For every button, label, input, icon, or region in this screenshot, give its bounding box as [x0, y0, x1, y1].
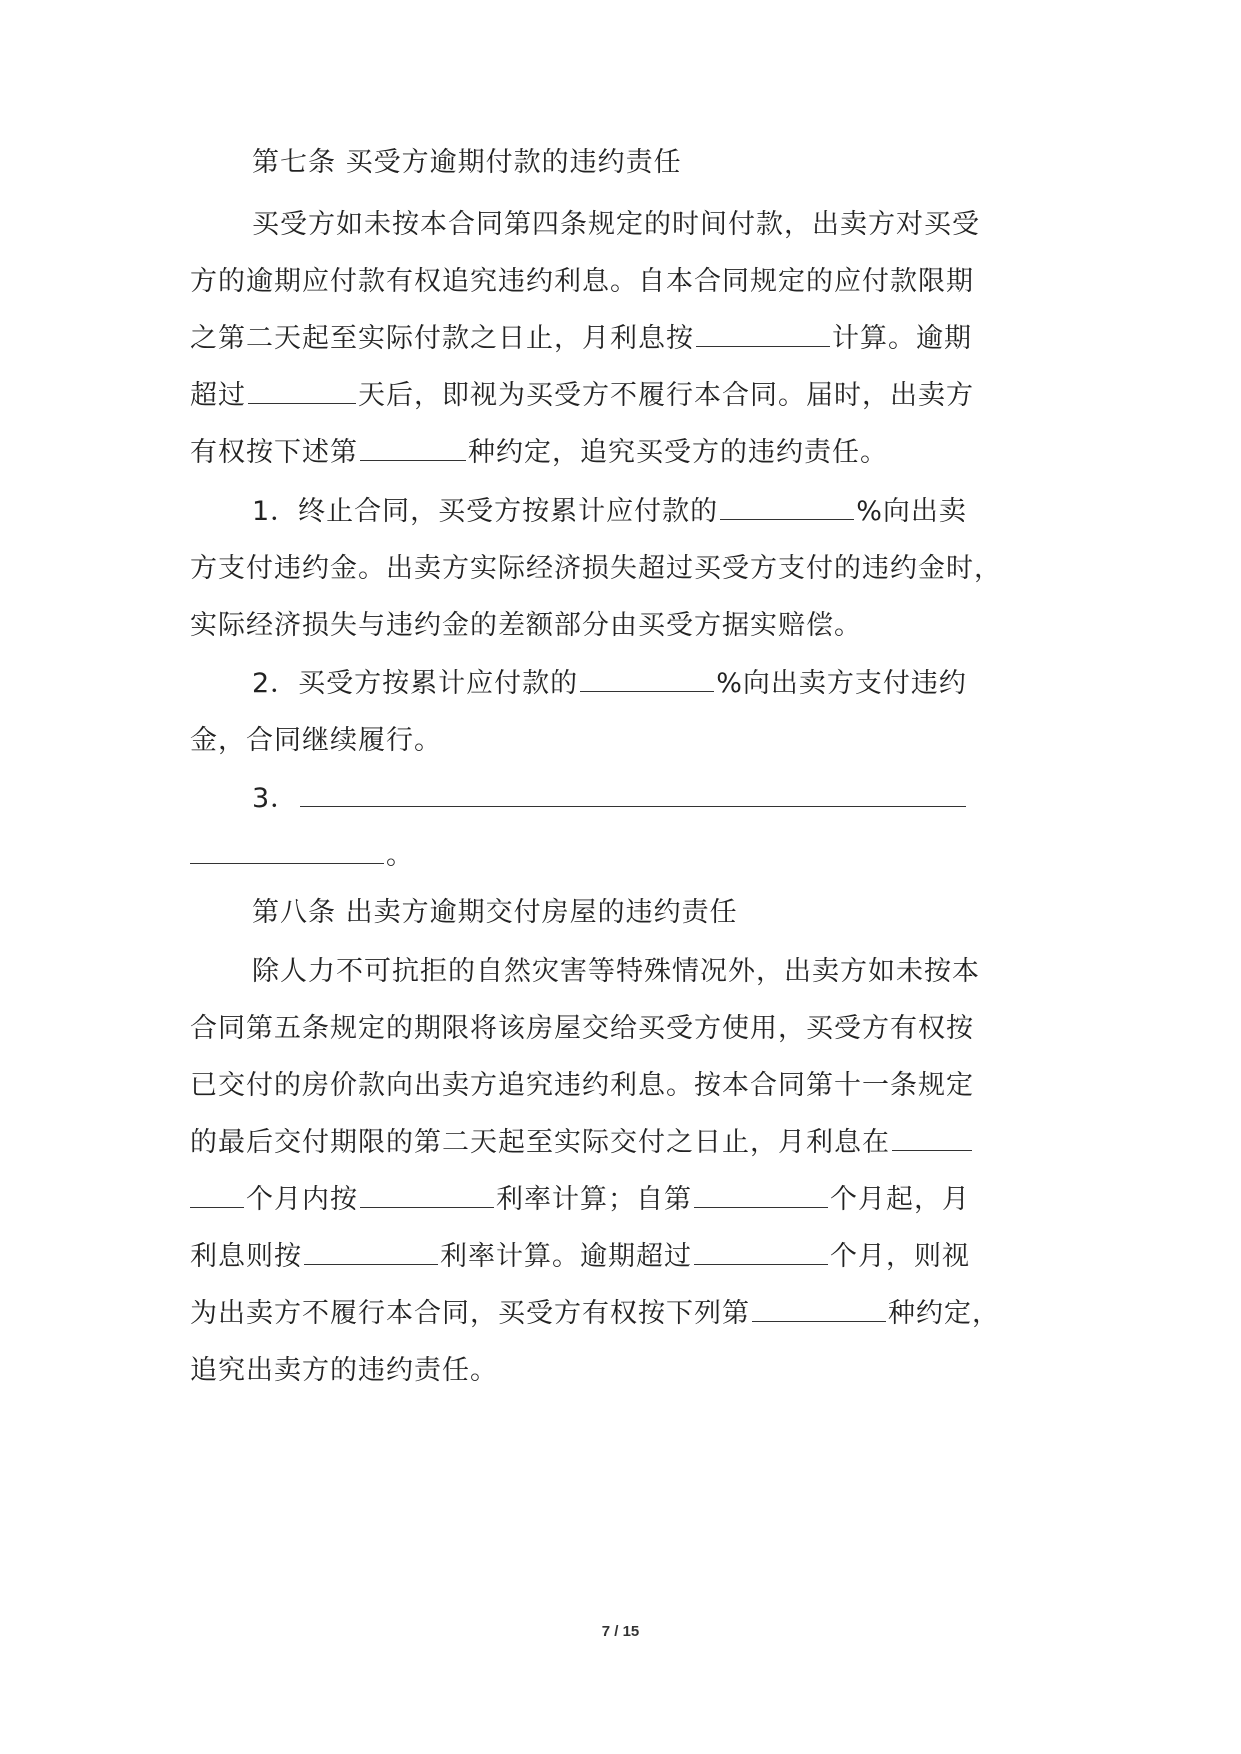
- article-7-heading: [252, 143, 1052, 183]
- paragraph-line: [190, 721, 1050, 761]
- paragraph-line: [190, 836, 1050, 876]
- interest-rate-blank[interactable]: [360, 1185, 494, 1208]
- option-number-blank[interactable]: [360, 438, 466, 461]
- paragraph-line: [190, 376, 1050, 416]
- months-count-blank-continued[interactable]: [190, 1185, 244, 1208]
- text: 超过: [190, 380, 246, 411]
- text: %向出卖: [856, 496, 967, 527]
- item-3-line: [252, 779, 1052, 819]
- paragraph-line: [190, 1294, 1050, 1334]
- months-count-blank[interactable]: [892, 1128, 972, 1151]
- option-number-blank[interactable]: [752, 1299, 886, 1322]
- overdue-months-blank[interactable]: [694, 1242, 828, 1265]
- text: 利率计算；自第: [496, 1184, 692, 1215]
- paragraph-line: [190, 1009, 1050, 1049]
- text: 的最后交付期限的第二天起至实际交付之日止，月利息在: [190, 1127, 890, 1158]
- paragraph-line: [190, 1180, 1050, 1220]
- text: 之第二天起至实际付款之日止，月利息按: [190, 323, 694, 354]
- paragraph-line: [190, 1351, 1050, 1391]
- article-8-heading-text: 第八条 出卖方逾期交付房屋的违约责任: [252, 897, 738, 928]
- text: 种约定，追究买受方的违约责任。: [468, 437, 888, 468]
- paragraph-line: [252, 205, 1052, 245]
- text: 利息则按: [190, 1241, 302, 1272]
- text: 买受方如未按本合同第四条规定的时间付款，出卖方对买受: [252, 209, 980, 240]
- text: 个月起，月: [830, 1184, 970, 1215]
- text: 种约定，: [888, 1298, 1000, 1329]
- article-8-heading: [252, 893, 1052, 933]
- text: 合同第五条规定的期限将该房屋交给买受方使用，买受方有权按: [190, 1013, 974, 1044]
- text: 已交付的房价款向出卖方追究违约利息。按本合同第十一条规定: [190, 1070, 974, 1101]
- text: 方支付违约金。出卖方实际经济损失超过买受方支付的违约金时，: [190, 553, 1002, 584]
- text: 追究出卖方的违约责任。: [190, 1355, 498, 1386]
- text: 为出卖方不履行本合同，买受方有权按下列第: [190, 1298, 750, 1329]
- paragraph-line: [252, 952, 1052, 992]
- text: 金，合同继续履行。: [190, 725, 442, 756]
- page-number: 7 / 15: [601, 1623, 640, 1640]
- text: 除人力不可抗拒的自然灾害等特殊情况外，出卖方如未按本: [252, 956, 980, 987]
- paragraph-line: [190, 549, 1050, 589]
- penalty-percent-blank[interactable]: [720, 497, 854, 520]
- text: 实际经济损失与违约金的差额部分由买受方据实赔偿。: [190, 610, 862, 641]
- monthly-interest-blank[interactable]: [696, 324, 830, 347]
- text: 2．买受方按累计应付款的: [252, 668, 579, 699]
- text: %向出卖方支付违约: [716, 668, 967, 699]
- item-2-line: [252, 664, 1052, 704]
- paragraph-line: [190, 606, 1050, 646]
- paragraph-line: [190, 262, 1050, 302]
- text: 1．终止合同，买受方按累计应付款的: [252, 496, 719, 527]
- other-agreement-blank[interactable]: [300, 784, 966, 807]
- overdue-days-blank[interactable]: [248, 381, 356, 404]
- text: 利率计算。逾期超过: [440, 1241, 692, 1272]
- paragraph-line: [190, 433, 1050, 473]
- text: 个月内按: [246, 1184, 358, 1215]
- paragraph-line: [190, 1237, 1050, 1277]
- other-agreement-blank-continued[interactable]: [190, 841, 384, 864]
- item-1-line: [252, 492, 1052, 532]
- paragraph-line: [190, 319, 1050, 359]
- paragraph-line: [190, 1066, 1050, 1106]
- text: 有权按下述第: [190, 437, 358, 468]
- text: 3．: [252, 783, 299, 814]
- text: 。: [386, 840, 414, 871]
- article-7-heading-text: 第七条 买受方逾期付款的违约责任: [252, 147, 682, 178]
- text: 天后，即视为买受方不履行本合同。届时，出卖方: [358, 380, 974, 411]
- text: 计算。逾期: [832, 323, 972, 354]
- paragraph-line: [190, 1123, 1050, 1163]
- penalty-percent-blank[interactable]: [580, 669, 714, 692]
- interest-rate-blank[interactable]: [304, 1242, 438, 1265]
- text: 个月，则视: [830, 1241, 970, 1272]
- start-month-blank[interactable]: [694, 1185, 828, 1208]
- text: 方的逾期应付款有权追究违约利息。自本合同规定的应付款限期: [190, 266, 974, 297]
